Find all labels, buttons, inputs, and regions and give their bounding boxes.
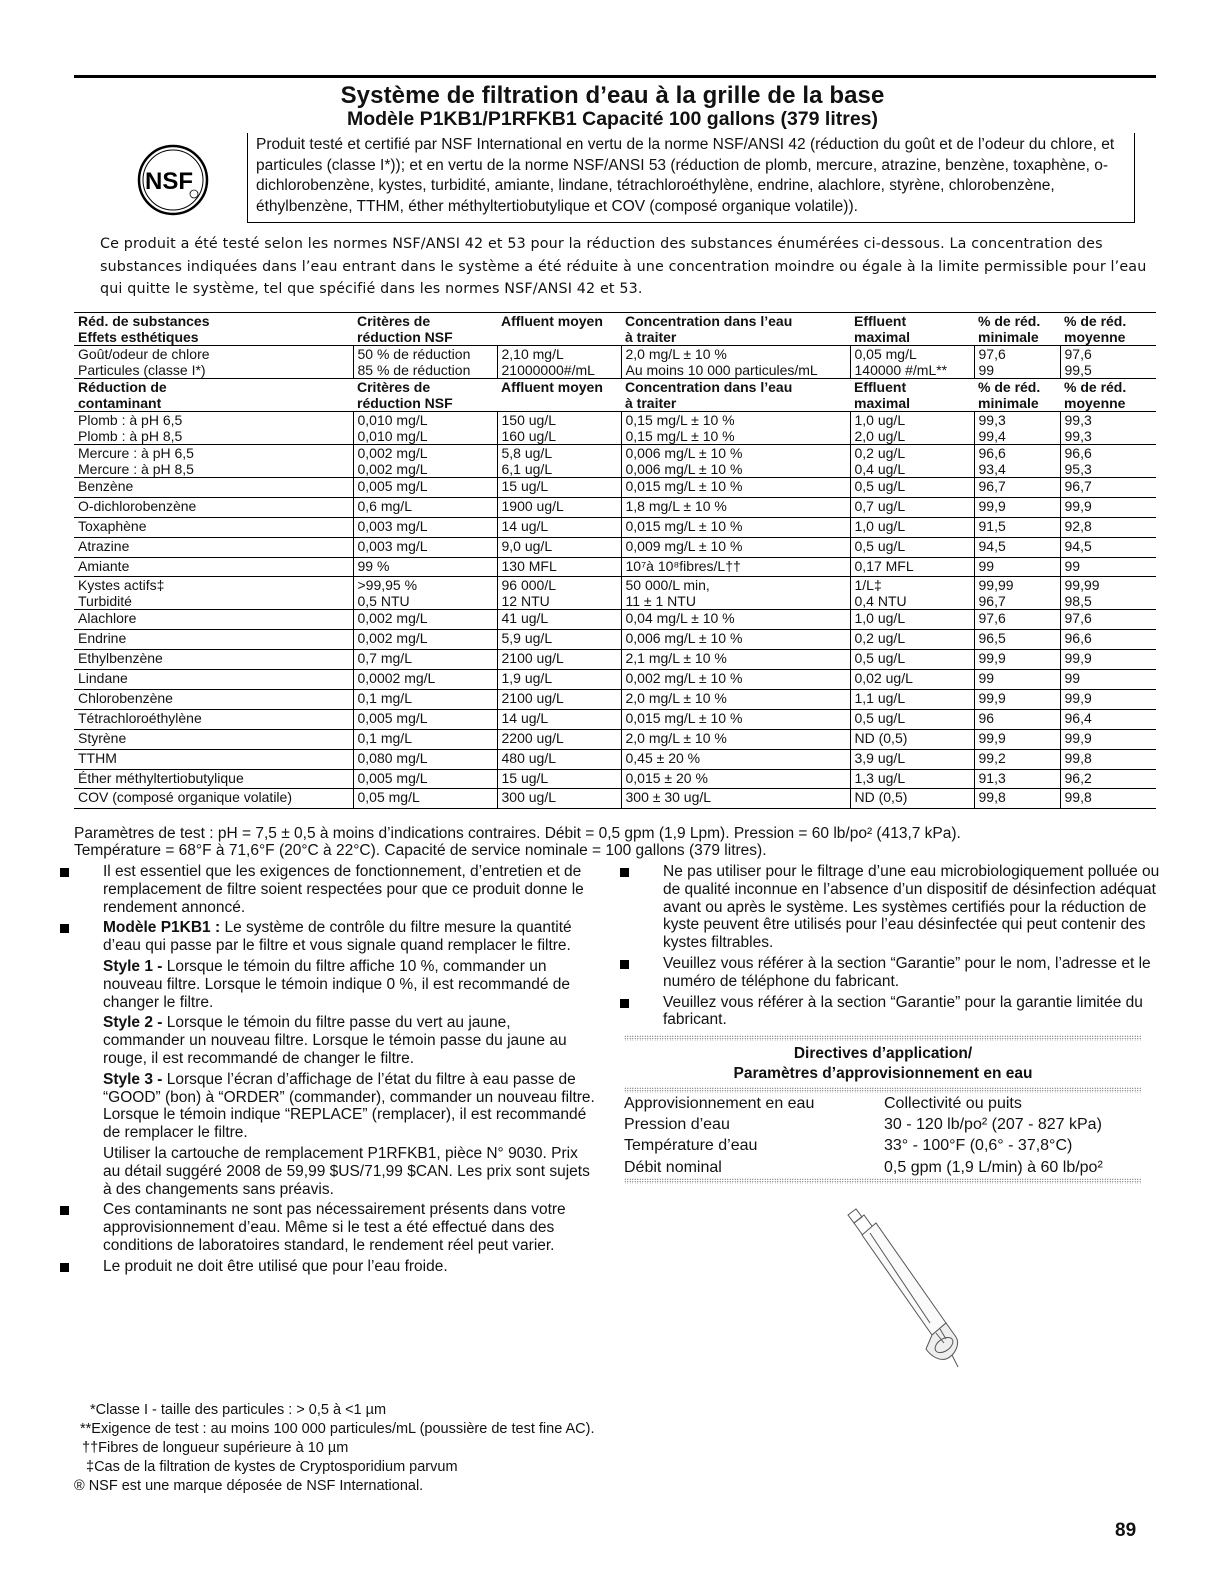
style-note: Style 3 - Lorsque l’écran d’affichage de l’état du filtre à eau passe de “GOOD” (bon) à “ORDER” (commander), commander un nouveau filtre. Lorsque le témoin indique “REPLACE” (remplacer), il est recommandé de remplacer le filtre. — [103, 1070, 595, 1142]
table-row — [74, 690, 1156, 710]
table-cell: ND (0,5) — [850, 789, 974, 809]
table-cell: 1,0 ug/L — [850, 610, 974, 630]
table-cell: 1,3 ug/L — [850, 769, 974, 789]
directive-value: Collectivité ou puits — [884, 1095, 1022, 1112]
table-row — [74, 517, 1156, 537]
table-cell: ND (0,5) — [850, 729, 974, 749]
table-cell: Kystes actifs‡ Turbidité — [74, 577, 353, 610]
test-params-line2: Température = 68°F à 71,6°F (20°C à 22°C). Capacité de service nominale = 100 gallons (379 litres). — [74, 841, 767, 859]
table-cell: 0,009 mg/L ± 10 % — [621, 537, 850, 557]
table-cell: Affluent moyen — [497, 379, 621, 412]
table-cell: Atrazine — [74, 537, 353, 557]
table-row — [74, 630, 1156, 650]
right-column — [620, 863, 1160, 1032]
table-cell: 0,015 mg/L ± 10 % — [621, 478, 850, 498]
table-cell: Chlorobenzène — [74, 690, 353, 710]
table-cell: % de réd. minimale — [974, 379, 1060, 412]
table-cell: 99 % — [353, 557, 497, 577]
contaminant-table — [74, 312, 1156, 809]
table-cell: Toxaphène — [74, 517, 353, 537]
intro-paragraph: Ce produit a été testé selon les normes NSF/ANSI 42 et 53 pour la réduction des substances énumérées ci-dessous. La concentration des substances indiquées dans l’eau entrant dans le système a été réduite à une concentration moindre ou égale à la limite permissible pour l’eau qui quitte le système, tel que spécifié dans les normes NSF/ANSI 42 et 53. — [100, 236, 1147, 297]
page-number: 89 — [1115, 1520, 1137, 1541]
table-cell: 0,002 mg/L 0,002 mg/L — [353, 445, 497, 478]
table-cell: 0,005 mg/L — [353, 709, 497, 729]
table-cell: Réduction de contaminant — [74, 379, 353, 412]
table-cell: % de réd. minimale — [974, 313, 1060, 346]
bullet-item: Il est essentiel que les exigences de fonctionnement, d’entretien et de remplacement de filtre soient respectées pour que ce produit donne le rendement annoncé. — [60, 863, 595, 916]
table-cell: 41 ug/L — [497, 610, 621, 630]
table-cell: 99 — [1060, 557, 1156, 577]
table-cell: 0,5 ug/L — [850, 709, 974, 729]
table-cell: Mercure : à pH 6,5 Mercure : à pH 8,5 — [74, 445, 353, 478]
table-cell: 0,005 mg/L — [353, 769, 497, 789]
footnote: *Classe I - taille des particules : > 0,5 à <1 µm — [90, 1402, 387, 1418]
directive-label: Débit nominal — [624, 1158, 722, 1176]
table-cell: 5,8 ug/L 6,1 ug/L — [497, 445, 621, 478]
table-cell: 0,05 mg/L 140000 #/mL** — [850, 346, 974, 379]
directives-table — [624, 1093, 1142, 1178]
table-row — [74, 557, 1156, 577]
table-cell: Affluent moyen — [497, 313, 621, 346]
top-rule — [74, 75, 1156, 78]
table-cell: 0,006 mg/L ± 10 % — [621, 630, 850, 650]
table-cell: 97,6 — [974, 610, 1060, 630]
table-cell: 0,003 mg/L — [353, 537, 497, 557]
table-cell: 91,3 — [974, 769, 1060, 789]
table-cell: O-dichlorobenzène — [74, 497, 353, 517]
table-row — [74, 670, 1156, 690]
table-cell: 0,015 mg/L ± 10 % — [621, 517, 850, 537]
table-cell: Réd. de substances Effets esthétiques — [74, 313, 353, 346]
table-row — [74, 412, 1156, 445]
page-subtitle: Modèle P1KB1/P1RFKB1 Capacité 100 gallons (379 litres) — [346, 108, 879, 130]
table-cell: 97,6 99 — [974, 346, 1060, 379]
style-note: Style 2 - Lorsque le témoin du filtre passe du vert au jaune, commander un nouveau filtre. Lorsque le témoin passe du jaune au rouge, il est recommandé de changer le filtre. — [103, 1014, 567, 1067]
divider — [624, 1178, 1142, 1184]
table-cell: 0,05 mg/L — [353, 789, 497, 809]
filter-cartridge-illustration — [840, 1205, 970, 1370]
table-cell: 0,003 mg/L — [353, 517, 497, 537]
bullet-item: Ces contaminants ne sont pas nécessairement présents dans votre approvisionnement d’eau. Même si le test a été effectué dans des conditions de laboratoires standard, le rendement réel peut varier. — [60, 1201, 595, 1254]
directive-label: Pression d’eau — [624, 1116, 730, 1134]
table-cell: 50 % de réduction 85 % de réduction — [353, 346, 497, 379]
table-cell: >99,95 % 0,5 NTU — [353, 577, 497, 610]
table-cell: Concentration dans l’eau à traiter — [621, 313, 850, 346]
table-header-row — [74, 379, 1156, 412]
table-cell: 0,17 MFL — [850, 557, 974, 577]
table-cell: 99,2 — [974, 749, 1060, 769]
table-cell: 99,8 — [1060, 749, 1156, 769]
table-cell: 99 — [1060, 670, 1156, 690]
footnote: ††Fibres de longueur supérieure à 10 µm — [82, 1440, 349, 1456]
table-cell: 99,9 — [1060, 690, 1156, 710]
footnote: ® NSF est une marque déposée de NSF International. — [74, 1478, 424, 1494]
table-cell: 0,02 ug/L — [850, 670, 974, 690]
table-cell: Effluent maximal — [850, 313, 974, 346]
table-cell: 0,7 ug/L — [850, 497, 974, 517]
table-cell: 2,0 mg/L ± 10 % — [621, 729, 850, 749]
table-cell: 3,9 ug/L — [850, 749, 974, 769]
table-row — [74, 749, 1156, 769]
table-cell: 99,9 — [974, 729, 1060, 749]
directive-row — [624, 1093, 1142, 1114]
table-cell: TTHM — [74, 749, 353, 769]
table-cell: 0,002 mg/L — [353, 630, 497, 650]
table-cell: 97,6 — [1060, 610, 1156, 630]
table-row — [74, 478, 1156, 498]
test-parameters — [74, 826, 1156, 859]
style-note: Style 1 - Lorsque le témoin du filtre affiche 10 %, commander un nouveau filtre. Lorsque le témoin indique 0 %, il est recommandé de changer le filtre. — [103, 957, 570, 1011]
table-cell: % de réd. moyenne — [1060, 313, 1156, 346]
table-row — [74, 577, 1156, 610]
table-row — [74, 789, 1156, 809]
table-row — [74, 729, 1156, 749]
table-cell: Effluent maximal — [850, 379, 974, 412]
table-cell: 1/L‡ 0,4 NTU — [850, 577, 974, 610]
table-cell: Goût/odeur de chlore Particules (classe I*) — [74, 346, 353, 379]
table-cell: 1,1 ug/L — [850, 690, 974, 710]
table-cell: 0,1 mg/L — [353, 690, 497, 710]
directive-label: Température d’eau — [624, 1137, 758, 1155]
table-cell: 300 ug/L — [497, 789, 621, 809]
table-cell: 0,5 ug/L — [850, 537, 974, 557]
table-cell: 2,1 mg/L ± 10 % — [621, 650, 850, 670]
table-cell: 2,10 mg/L 21000000#/mL — [497, 346, 621, 379]
table-cell: Lindane — [74, 670, 353, 690]
nsf-logo — [136, 143, 210, 217]
directive-row — [624, 1157, 1142, 1178]
table-cell: 96,4 — [1060, 709, 1156, 729]
bullet-item: Ne pas utiliser pour le filtrage d’une eau microbiologiquement polluée ou de qualité inconnue en l’absence d’un dispositif de désinfection adéquat avant ou après le système. Les systèmes certifiés pour la réduction de kyste peuvent être utilisés pour l’eau désinfectée qui peut contenir des kystes filtrables. — [620, 863, 1160, 952]
table-cell: 300 ± 30 ug/L — [621, 789, 850, 809]
footnotes — [74, 1401, 774, 1496]
table-cell: 14 ug/L — [497, 709, 621, 729]
directive-label: Approvisionnement en eau — [624, 1095, 815, 1112]
table-cell: 2,0 mg/L ± 10 % Au moins 10 000 particules/mL — [621, 346, 850, 379]
table-cell: 1900 ug/L — [497, 497, 621, 517]
table-cell: 0,15 mg/L ± 10 % 0,15 mg/L ± 10 % — [621, 412, 850, 445]
test-params-line1: Paramètres de test : pH = 7,5 ± 0,5 à moins d’indications contraires. Débit = 0,5 gpm (1,9 Lpm). Pression = 60 lb/po² (413,7 kPa). — [74, 825, 961, 842]
table-row — [74, 610, 1156, 630]
table-cell: Critères de réduction NSF — [353, 379, 497, 412]
table-cell: Alachlore — [74, 610, 353, 630]
table-cell: 0,5 ug/L — [850, 478, 974, 498]
table-cell: 1,8 mg/L ± 10 % — [621, 497, 850, 517]
table-cell: 99,9 — [974, 650, 1060, 670]
table-cell: 0,005 mg/L — [353, 478, 497, 498]
table-cell: 0,015 ± 20 % — [621, 769, 850, 789]
table-cell: 0,45 ± 20 % — [621, 749, 850, 769]
table-cell: Critères de réduction NSF — [353, 313, 497, 346]
directive-row — [624, 1114, 1142, 1135]
table-cell: 1,9 ug/L — [497, 670, 621, 690]
table-cell: 0,5 ug/L — [850, 650, 974, 670]
table-cell: 99,9 — [1060, 497, 1156, 517]
table-row — [74, 709, 1156, 729]
table-row — [74, 445, 1156, 478]
table-cell: 5,9 ug/L — [497, 630, 621, 650]
table-cell: 0,006 mg/L ± 10 % 0,006 mg/L ± 10 % — [621, 445, 850, 478]
replacement-note: Utiliser la cartouche de remplacement P1RFKB1, pièce N° 9030. Prix au détail suggéré 2008 de 59,99 $US/71,99 $CAN. Les prix sont sujets à des changements sans préavis. — [103, 1144, 590, 1198]
table-cell: Benzène — [74, 478, 353, 498]
table-cell: 0,0002 mg/L — [353, 670, 497, 690]
table-row — [74, 769, 1156, 789]
table-cell: 99,3 99,4 — [974, 412, 1060, 445]
table-cell: 0,002 mg/L — [353, 610, 497, 630]
table-cell: 96,7 — [1060, 478, 1156, 498]
directive-row — [624, 1135, 1142, 1156]
table-cell: 130 MFL — [497, 557, 621, 577]
table-cell: 0,2 ug/L 0,4 ug/L — [850, 445, 974, 478]
certification-box: Produit testé et certifié par NSF International en vertu de la norme NSF/ANSI 42 (réduction du goût et de l’odeur du chlore, et particules (classe I*)); et en vertu de la norme NSF/ANSI 53 (réduction de plomb, mercure, atrazine, benzène, toxaphène, o-dichlorobenzène, kystes, turbidité, amiante, lindane, tétrachloroéthylène, endrine, alachlore, styrène, chlorobenzène, éthylbenzène, TTHM, éther méthyltertiobutylique et COV (composé organique volatile)). — [247, 133, 1135, 223]
table-cell: 150 ug/L 160 ug/L — [497, 412, 621, 445]
table-row — [74, 497, 1156, 517]
table-cell: 97,6 99,5 — [1060, 346, 1156, 379]
table-cell: 99,9 — [1060, 650, 1156, 670]
table-row — [74, 346, 1156, 379]
table-cell: 15 ug/L — [497, 478, 621, 498]
table-cell: 14 ug/L — [497, 517, 621, 537]
bullet-item: Veuillez vous référer à la section “Garantie” pour le nom, l’adresse et le numéro de téléphone du fabricant. — [620, 955, 1160, 991]
table-cell: 0,7 mg/L — [353, 650, 497, 670]
table-cell: 0,080 mg/L — [353, 749, 497, 769]
directives-heading: Directives d’application/ Paramètres d’approvisionnement en eau — [733, 1045, 1033, 1082]
directive-value: 0,5 gpm (1,9 L/min) à 60 lb/po² — [884, 1158, 1103, 1176]
table-cell: 96,2 — [1060, 769, 1156, 789]
table-cell: 0,1 mg/L — [353, 729, 497, 749]
bullet-item: Veuillez vous référer à la section “Garantie” pour la garantie limitée du fabricant. — [620, 994, 1160, 1030]
table-cell: 91,5 — [974, 517, 1060, 537]
table-cell: COV (composé organique volatile) — [74, 789, 353, 809]
footnote: **Exigence de test : au moins 100 000 particules/mL (poussière de test fine AC). — [80, 1421, 595, 1437]
table-cell: 2200 ug/L — [497, 729, 621, 749]
footnote: ‡Cas de la filtration de kystes de Cryptosporidium parvum — [86, 1459, 458, 1475]
table-cell: 99,3 99,3 — [1060, 412, 1156, 445]
svg-text:NSF: NSF — [145, 168, 193, 195]
table-cell: 50 000/L min, 11 ± 1 NTU — [621, 577, 850, 610]
directive-value: 33° - 100°F (0,6° - 37,8°C) — [884, 1137, 1073, 1155]
table-cell: 99,8 — [1060, 789, 1156, 809]
table-cell: Éther méthyltertiobutylique — [74, 769, 353, 789]
table-cell: 9,0 ug/L — [497, 537, 621, 557]
table-cell: 2100 ug/L — [497, 690, 621, 710]
table-cell: 10⁷à 10⁸fibres/L†† — [621, 557, 850, 577]
table-cell: 96 000/L 12 NTU — [497, 577, 621, 610]
table-cell: 0,010 mg/L 0,010 mg/L — [353, 412, 497, 445]
table-cell: 96,7 — [974, 478, 1060, 498]
table-cell: 2,0 mg/L ± 10 % — [621, 690, 850, 710]
table-cell: 99,8 — [974, 789, 1060, 809]
table-cell: Tétrachloroéthylène — [74, 709, 353, 729]
left-column — [60, 863, 595, 1279]
table-cell: 96,6 93,4 — [974, 445, 1060, 478]
directive-value: 30 - 120 lb/po² (207 - 827 kPa) — [884, 1116, 1102, 1134]
table-cell: 94,5 — [1060, 537, 1156, 557]
table-cell: 0,002 mg/L ± 10 % — [621, 670, 850, 690]
table-cell: 96,6 — [1060, 630, 1156, 650]
table-cell: % de réd. moyenne — [1060, 379, 1156, 412]
table-row — [74, 537, 1156, 557]
page-title: Système de filtration d’eau à la grille de la base — [340, 82, 885, 109]
table-cell: Ethylbenzène — [74, 650, 353, 670]
table-cell: 0,04 mg/L ± 10 % — [621, 610, 850, 630]
table-cell: 0,2 ug/L — [850, 630, 974, 650]
table-cell: 99 — [974, 557, 1060, 577]
table-cell: 480 ug/L — [497, 749, 621, 769]
table-cell: 96,5 — [974, 630, 1060, 650]
table-cell: Concentration dans l’eau à traiter — [621, 379, 850, 412]
table-cell: 99,9 — [974, 690, 1060, 710]
table-cell: 2100 ug/L — [497, 650, 621, 670]
table-cell: Endrine — [74, 630, 353, 650]
table-cell: 99 — [974, 670, 1060, 690]
table-cell: 99,9 — [974, 497, 1060, 517]
table-cell: 99,99 96,7 — [974, 577, 1060, 610]
table-cell: 0,6 mg/L — [353, 497, 497, 517]
table-cell: 99,99 98,5 — [1060, 577, 1156, 610]
bullet-item: Le produit ne doit être utilisé que pour l’eau froide. — [60, 1258, 595, 1276]
table-cell: Amiante — [74, 557, 353, 577]
bullet-item: Modèle P1KB1 : Le système de contrôle du filtre mesure la quantité d’eau qui passe par le filtre et vous signale quand remplacer le filtre. — [60, 919, 595, 955]
table-cell: 1,0 ug/L — [850, 517, 974, 537]
table-cell: 94,5 — [974, 537, 1060, 557]
divider — [624, 1035, 1142, 1041]
table-cell: 99,9 — [1060, 729, 1156, 749]
table-row — [74, 650, 1156, 670]
table-cell: 96,6 95,3 — [1060, 445, 1156, 478]
table-cell: 92,8 — [1060, 517, 1156, 537]
table-cell: 96 — [974, 709, 1060, 729]
table-cell: Plomb : à pH 6,5 Plomb : à pH 8,5 — [74, 412, 353, 445]
table-cell: 0,015 mg/L ± 10 % — [621, 709, 850, 729]
table-cell: 15 ug/L — [497, 769, 621, 789]
table-header-row — [74, 313, 1156, 346]
table-cell: Styrène — [74, 729, 353, 749]
table-cell: 1,0 ug/L 2,0 ug/L — [850, 412, 974, 445]
